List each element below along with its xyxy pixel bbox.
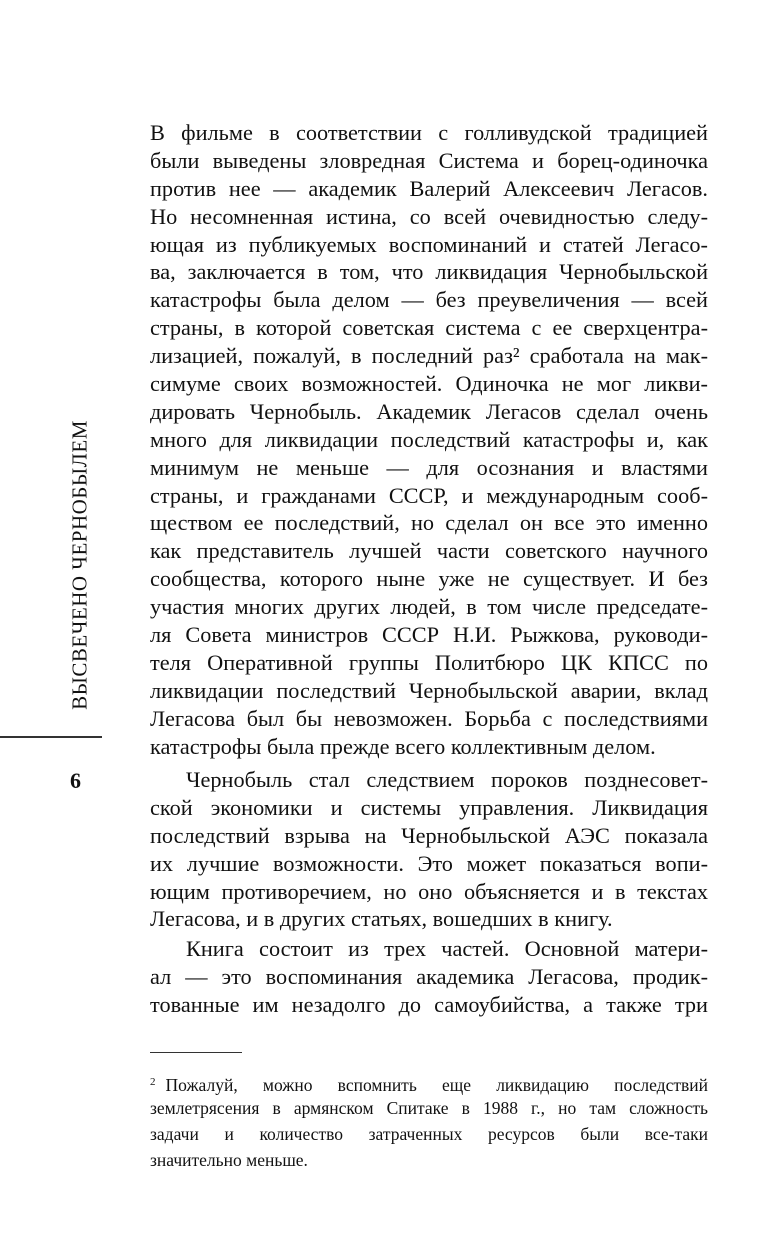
text-line: Книга состоит из трех частей. Основной матери-	[186, 936, 708, 961]
text-line: дировать Чернобыль. Академик Легасов сделал очень	[150, 398, 708, 424]
text-line: ва, заключается в том, что ликвидация Чернобыльской	[150, 259, 708, 285]
footnote-divider	[150, 1052, 242, 1053]
text-line: много для ликвидации последствий катастрофы и, как	[150, 426, 708, 452]
text-line: Чернобыль стал следствием пороков позднесовет-	[186, 767, 708, 792]
side-divider	[0, 736, 102, 738]
text-line: участия многих других людей, в том числе председате-	[150, 594, 708, 620]
text-line: страны, и гражданами СССР, и международным сооб-	[150, 482, 708, 508]
text-line: ющим противоречием, но оно объясняется и в текстах	[150, 878, 708, 904]
text-line: Легасова был бы невозможен. Борьба с последствиями	[150, 705, 708, 731]
text-line: минимум не меньше — для осознания и властями	[150, 454, 708, 480]
text-line: против нее — академик Валерий Алексеевич Легасов.	[150, 175, 708, 201]
text-line: В фильме в соответствии с голливудской традицией	[150, 120, 708, 145]
text-line: катастрофы была делом — без преувеличения — всей	[150, 287, 708, 313]
text-line: катастрофы была прежде всего коллективным делом.	[150, 733, 656, 759]
footnote-line	[150, 1069, 708, 1095]
footnote	[150, 1069, 708, 1173]
footnote-text: Пожалуй, можно вспомнить еще ликвидацию последствий	[165, 1075, 708, 1095]
text-line: ал — это воспоминания академика Легасова, продик-	[150, 963, 708, 989]
paragraph-1	[150, 119, 708, 760]
page-number: 6	[70, 768, 81, 793]
text-line: страны, в которой советская система с ее сверхцентра-	[150, 315, 708, 341]
footnote-line: землетрясения в армянском Спитаке в 1988 г., но там сложность	[150, 1098, 708, 1118]
text-line: тованные им незадолго до самоубийства, а также три	[150, 991, 708, 1017]
running-head: ВЫСВЕЧЕНО ЧЕРНОБЫЛЕМ	[67, 420, 92, 710]
text-line: Легасова, и в других статьях, вошедших в книгу.	[150, 906, 613, 932]
text-line: последствий взрыва на Чернобыльской АЭС показала	[150, 822, 708, 848]
paragraph-2	[150, 766, 708, 933]
text-line: ющая из публикуемых воспоминаний и статей Легасо-	[150, 231, 708, 257]
text-line: сообщества, которого ныне уже не существует. И без	[150, 566, 708, 592]
text-line: симуме своих возможностей. Одиночка не мог ликви-	[150, 371, 708, 397]
text-line: ской экономики и системы управления. Ликвидация	[150, 794, 708, 820]
text-line: их лучшие возможности. Это может показаться вопи-	[150, 850, 708, 876]
footnote-line: значительно меньше.	[150, 1150, 308, 1170]
text-line: как представитель лучшей части советского научного	[150, 538, 708, 564]
text-line: ликвидации последствий Чернобыльской аварии, вклад	[150, 677, 708, 703]
paragraph-3	[150, 935, 708, 1019]
text-line: ществом ее последствий, но сделал он все это именно	[150, 510, 708, 536]
footnote-marker: 2	[150, 1076, 156, 1088]
text-line: были выведены зловредная Система и борец-одиночка	[150, 147, 708, 173]
text-line: Но несомненная истина, со всей очевидностью следу-	[150, 203, 708, 229]
text-line: теля Оперативной группы Политбюро ЦК КПСС по	[150, 649, 708, 675]
text-line: лизацией, пожалуй, в последний раз² сработала на мак-	[150, 343, 708, 369]
text-line: ля Совета министров СССР Н.И. Рыжкова, руководи-	[150, 622, 708, 648]
footnote-line: задачи и количество затраченных ресурсов были все-таки	[150, 1124, 708, 1144]
